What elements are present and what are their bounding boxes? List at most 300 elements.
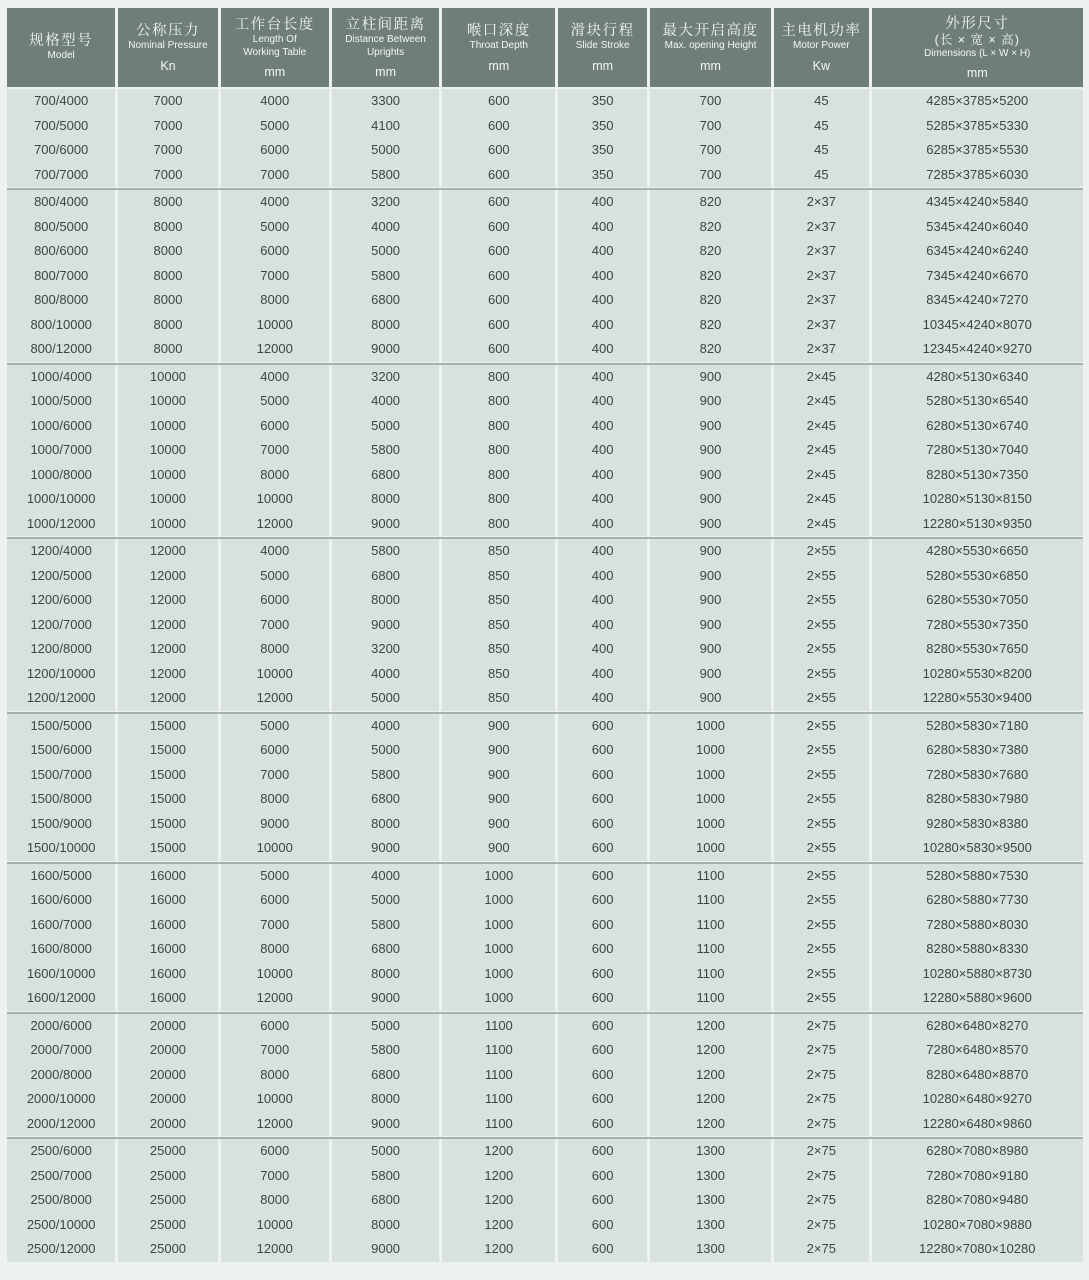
max-opening-height-cell: 820 [650, 215, 774, 240]
nominal-pressure-cell: 16000 [118, 913, 220, 938]
nominal-pressure-cell: 7000 [118, 114, 220, 139]
slide-stroke-cell: 600 [558, 1188, 649, 1213]
working-table-length-cell: 7000 [221, 1164, 332, 1189]
distance-between-uprights-cell: 6800 [332, 937, 442, 962]
nominal-pressure-cell: 10000 [118, 487, 220, 512]
header-english-label: Max. opening Height [664, 40, 757, 52]
working-table-length-cell: 8000 [221, 1188, 332, 1213]
dimensions-cell: 6280×7080×8980 [872, 1139, 1083, 1164]
max-opening-height-cell: 1100 [650, 913, 774, 938]
nominal-pressure-cell: 16000 [118, 962, 220, 987]
table-row [7, 288, 1083, 313]
table-row [7, 986, 1083, 1011]
throat-depth-cell: 850 [442, 564, 558, 589]
motor-power-cell: 2×75 [774, 1164, 871, 1189]
distance-between-uprights-cell: 4000 [332, 714, 442, 739]
table-row [7, 812, 1083, 837]
slide-stroke-cell: 400 [558, 190, 649, 215]
motor-power-cell: 2×75 [774, 1112, 871, 1137]
table-row [7, 313, 1083, 338]
dimensions-cell: 6280×5880×7730 [872, 888, 1083, 913]
dimensions-cell: 8280×7080×9480 [872, 1188, 1083, 1213]
throat-depth-cell: 1000 [442, 937, 558, 962]
throat-depth-cell: 1100 [442, 1112, 558, 1137]
nominal-pressure-cell: 20000 [118, 1014, 220, 1039]
slide-stroke-cell: 400 [558, 539, 649, 564]
distance-between-uprights-cell: 5000 [332, 138, 442, 163]
model-cell: 2000/7000 [7, 1038, 118, 1063]
header-unit-label: mm [700, 58, 721, 73]
nominal-pressure-cell: 12000 [118, 613, 220, 638]
working-table-length-cell: 12000 [221, 337, 332, 362]
table-row [7, 264, 1083, 289]
distance-between-uprights-cell: 4100 [332, 114, 442, 139]
model-cell: 1000/4000 [7, 365, 118, 390]
model-cell: 2000/12000 [7, 1112, 118, 1137]
slide-stroke-cell: 400 [558, 313, 649, 338]
motor-power-cell: 45 [774, 114, 871, 139]
table-row [7, 913, 1083, 938]
max-opening-height-cell: 700 [650, 89, 774, 114]
model-cell: 800/4000 [7, 190, 118, 215]
working-table-length-cell: 6000 [221, 239, 332, 264]
max-opening-height-cell: 820 [650, 313, 774, 338]
working-table-length-cell: 6000 [221, 1014, 332, 1039]
model-cell: 1200/7000 [7, 613, 118, 638]
dimensions-cell: 10280×7080×9880 [872, 1213, 1083, 1238]
max-opening-height-cell: 900 [650, 389, 774, 414]
throat-depth-cell: 900 [442, 787, 558, 812]
distance-between-uprights-cell: 5000 [332, 1014, 442, 1039]
model-cell: 2500/6000 [7, 1139, 118, 1164]
model-cell: 800/7000 [7, 264, 118, 289]
dimensions-cell: 12280×5130×9350 [872, 512, 1083, 537]
max-opening-height-cell: 900 [650, 414, 774, 439]
throat-depth-cell: 850 [442, 662, 558, 687]
table-row [7, 215, 1083, 240]
model-cell: 700/6000 [7, 138, 118, 163]
model-cell: 800/12000 [7, 337, 118, 362]
distance-between-uprights-cell: 6800 [332, 463, 442, 488]
model-group-4 [7, 712, 1083, 861]
header-english-label: Dimensions (L × W × H) [924, 47, 1031, 59]
header-english-label: Slide Stroke [575, 40, 630, 52]
model-cell: 2500/10000 [7, 1213, 118, 1238]
column-header-dimensions [872, 8, 1083, 87]
distance-between-uprights-cell: 9000 [332, 986, 442, 1011]
dimensions-cell: 8280×5830×7980 [872, 787, 1083, 812]
model-group-6 [7, 1012, 1083, 1137]
header-unit-label: mm [264, 65, 286, 79]
working-table-length-cell: 5000 [221, 114, 332, 139]
header-unit-label: mm [488, 58, 510, 73]
slide-stroke-cell: 600 [558, 714, 649, 739]
header-english-label: Throat Depth [469, 40, 528, 52]
table-row [7, 163, 1083, 188]
distance-between-uprights-cell: 9000 [332, 1237, 442, 1262]
motor-power-cell: 2×45 [774, 487, 871, 512]
motor-power-cell: 2×37 [774, 337, 871, 362]
dimensions-cell: 10280×5530×8200 [872, 662, 1083, 687]
model-cell: 1000/7000 [7, 438, 118, 463]
model-cell: 1200/10000 [7, 662, 118, 687]
header-english-label: Model [47, 50, 75, 62]
nominal-pressure-cell: 8000 [118, 190, 220, 215]
slide-stroke-cell: 600 [558, 1063, 649, 1088]
throat-depth-cell: 800 [442, 414, 558, 439]
slide-stroke-cell: 400 [558, 264, 649, 289]
motor-power-cell: 2×45 [774, 365, 871, 390]
working-table-length-cell: 4000 [221, 539, 332, 564]
motor-power-cell: 2×55 [774, 864, 871, 889]
distance-between-uprights-cell: 6800 [332, 564, 442, 589]
nominal-pressure-cell: 10000 [118, 438, 220, 463]
dimensions-cell: 7280×7080×9180 [872, 1164, 1083, 1189]
table-row [7, 1087, 1083, 1112]
slide-stroke-cell: 350 [558, 163, 649, 188]
header-english-label: Distance Between [345, 34, 426, 45]
motor-power-cell: 2×55 [774, 812, 871, 837]
slide-stroke-cell: 600 [558, 1213, 649, 1238]
dimensions-cell: 8280×5880×8330 [872, 937, 1083, 962]
column-header-throat-depth [442, 8, 558, 87]
max-opening-height-cell: 1000 [650, 836, 774, 861]
max-opening-height-cell: 1100 [650, 986, 774, 1011]
table-row [7, 1188, 1083, 1213]
header-chinese-label: 喉口深度 [466, 23, 531, 40]
model-cell: 1600/12000 [7, 986, 118, 1011]
dimensions-cell: 6280×5530×7050 [872, 588, 1083, 613]
dimensions-cell: 4280×5130×6340 [872, 365, 1083, 390]
slide-stroke-cell: 600 [558, 986, 649, 1011]
working-table-length-cell: 8000 [221, 288, 332, 313]
working-table-length-cell: 10000 [221, 487, 332, 512]
model-cell: 1600/7000 [7, 913, 118, 938]
model-cell: 800/5000 [7, 215, 118, 240]
motor-power-cell: 2×55 [774, 613, 871, 638]
working-table-length-cell: 12000 [221, 986, 332, 1011]
model-cell: 1600/10000 [7, 962, 118, 987]
distance-between-uprights-cell: 8000 [332, 812, 442, 837]
header-english-label: Length Of [252, 34, 297, 45]
model-group-5 [7, 862, 1083, 1011]
model-cell: 700/5000 [7, 114, 118, 139]
table-row [7, 1237, 1083, 1262]
throat-depth-cell: 1100 [442, 1063, 558, 1088]
model-cell: 800/10000 [7, 313, 118, 338]
nominal-pressure-cell: 25000 [118, 1188, 220, 1213]
table-row [7, 463, 1083, 488]
distance-between-uprights-cell: 8000 [332, 1213, 442, 1238]
dimensions-cell: 5280×5530×6850 [872, 564, 1083, 589]
max-opening-height-cell: 900 [650, 588, 774, 613]
dimensions-cell: 7280×5130×7040 [872, 438, 1083, 463]
table-row [7, 138, 1083, 163]
distance-between-uprights-cell: 5000 [332, 888, 442, 913]
dimensions-cell: 5345×4240×6040 [872, 215, 1083, 240]
slide-stroke-cell: 400 [558, 487, 649, 512]
nominal-pressure-cell: 15000 [118, 812, 220, 837]
dimensions-cell: 7285×3785×6030 [872, 163, 1083, 188]
slide-stroke-cell: 400 [558, 414, 649, 439]
motor-power-cell: 2×37 [774, 288, 871, 313]
motor-power-cell: 2×55 [774, 962, 871, 987]
motor-power-cell: 2×75 [774, 1213, 871, 1238]
motor-power-cell: 2×55 [774, 937, 871, 962]
throat-depth-cell: 1100 [442, 1014, 558, 1039]
table-row [7, 89, 1083, 114]
model-cell: 2000/6000 [7, 1014, 118, 1039]
max-opening-height-cell: 900 [650, 539, 774, 564]
header-chinese-label: 主电机功率 [781, 23, 862, 40]
table-row [7, 714, 1083, 739]
nominal-pressure-cell: 16000 [118, 888, 220, 913]
distance-between-uprights-cell: 5800 [332, 913, 442, 938]
column-header-max-opening-height [650, 8, 774, 87]
dimensions-cell: 5280×5130×6540 [872, 389, 1083, 414]
distance-between-uprights-cell: 5800 [332, 763, 442, 788]
max-opening-height-cell: 1200 [650, 1063, 774, 1088]
working-table-length-cell: 10000 [221, 662, 332, 687]
working-table-length-cell: 10000 [221, 836, 332, 861]
slide-stroke-cell: 600 [558, 1014, 649, 1039]
motor-power-cell: 2×55 [774, 564, 871, 589]
working-table-length-cell: 8000 [221, 463, 332, 488]
throat-depth-cell: 800 [442, 487, 558, 512]
table-row [7, 512, 1083, 537]
column-header-model [7, 8, 118, 87]
working-table-length-cell: 7000 [221, 1038, 332, 1063]
header-unit-label: mm [375, 65, 396, 79]
header-english-label: Motor Power [792, 40, 850, 52]
nominal-pressure-cell: 8000 [118, 288, 220, 313]
motor-power-cell: 2×55 [774, 738, 871, 763]
slide-stroke-cell: 400 [558, 365, 649, 390]
max-opening-height-cell: 900 [650, 487, 774, 512]
working-table-length-cell: 10000 [221, 1213, 332, 1238]
slide-stroke-cell: 600 [558, 864, 649, 889]
table-row [7, 1063, 1083, 1088]
header-chinese-label: 公称压力 [135, 23, 200, 40]
dimensions-cell: 6285×3785×5530 [872, 138, 1083, 163]
nominal-pressure-cell: 8000 [118, 215, 220, 240]
dimensions-cell: 12280×5530×9400 [872, 686, 1083, 711]
max-opening-height-cell: 700 [650, 163, 774, 188]
motor-power-cell: 45 [774, 138, 871, 163]
table-row [7, 487, 1083, 512]
table-row [7, 1014, 1083, 1039]
working-table-length-cell: 9000 [221, 812, 332, 837]
motor-power-cell: 2×75 [774, 1014, 871, 1039]
working-table-length-cell: 10000 [221, 313, 332, 338]
dimensions-cell: 5280×5830×7180 [872, 714, 1083, 739]
dimensions-cell: 7280×5830×7680 [872, 763, 1083, 788]
table-row [7, 337, 1083, 362]
nominal-pressure-cell: 7000 [118, 89, 220, 114]
distance-between-uprights-cell: 4000 [332, 389, 442, 414]
working-table-length-cell: 7000 [221, 438, 332, 463]
slide-stroke-cell: 350 [558, 89, 649, 114]
throat-depth-cell: 800 [442, 512, 558, 537]
distance-between-uprights-cell: 5000 [332, 738, 442, 763]
distance-between-uprights-cell: 3300 [332, 89, 442, 114]
distance-between-uprights-cell: 5800 [332, 264, 442, 289]
dimensions-cell: 10280×5830×9500 [872, 836, 1083, 861]
motor-power-cell: 2×55 [774, 686, 871, 711]
nominal-pressure-cell: 10000 [118, 463, 220, 488]
max-opening-height-cell: 700 [650, 138, 774, 163]
distance-between-uprights-cell: 4000 [332, 662, 442, 687]
motor-power-cell: 2×75 [774, 1237, 871, 1262]
nominal-pressure-cell: 25000 [118, 1237, 220, 1262]
slide-stroke-cell: 600 [558, 812, 649, 837]
column-header-motor-power [774, 8, 871, 87]
motor-power-cell: 2×45 [774, 414, 871, 439]
working-table-length-cell: 8000 [221, 637, 332, 662]
distance-between-uprights-cell: 3200 [332, 637, 442, 662]
column-header-distance-between-uprights [332, 8, 442, 87]
model-cell: 1500/5000 [7, 714, 118, 739]
max-opening-height-cell: 1200 [650, 1087, 774, 1112]
working-table-length-cell: 5000 [221, 389, 332, 414]
table-row [7, 787, 1083, 812]
motor-power-cell: 2×55 [774, 662, 871, 687]
model-cell: 1200/5000 [7, 564, 118, 589]
motor-power-cell: 2×37 [774, 313, 871, 338]
throat-depth-cell: 900 [442, 714, 558, 739]
working-table-length-cell: 5000 [221, 215, 332, 240]
table-row [7, 937, 1083, 962]
distance-between-uprights-cell: 8000 [332, 313, 442, 338]
nominal-pressure-cell: 20000 [118, 1038, 220, 1063]
motor-power-cell: 2×55 [774, 888, 871, 913]
working-table-length-cell: 7000 [221, 264, 332, 289]
slide-stroke-cell: 400 [558, 215, 649, 240]
working-table-length-cell: 5000 [221, 564, 332, 589]
throat-depth-cell: 1000 [442, 888, 558, 913]
working-table-length-cell: 7000 [221, 763, 332, 788]
working-table-length-cell: 7000 [221, 913, 332, 938]
slide-stroke-cell: 400 [558, 637, 649, 662]
dimensions-cell: 12345×4240×9270 [872, 337, 1083, 362]
max-opening-height-cell: 900 [650, 613, 774, 638]
header-english-label: Working Table [243, 46, 307, 58]
max-opening-height-cell: 820 [650, 239, 774, 264]
slide-stroke-cell: 600 [558, 1139, 649, 1164]
model-cell: 1000/6000 [7, 414, 118, 439]
table-row [7, 539, 1083, 564]
nominal-pressure-cell: 7000 [118, 138, 220, 163]
table-row [7, 836, 1083, 861]
max-opening-height-cell: 1000 [650, 787, 774, 812]
slide-stroke-cell: 600 [558, 738, 649, 763]
slide-stroke-cell: 600 [558, 1087, 649, 1112]
dimensions-cell: 12280×6480×9860 [872, 1112, 1083, 1137]
table-row [7, 962, 1083, 987]
throat-depth-cell: 600 [442, 163, 558, 188]
nominal-pressure-cell: 25000 [118, 1139, 220, 1164]
slide-stroke-cell: 400 [558, 438, 649, 463]
model-cell: 700/4000 [7, 89, 118, 114]
throat-depth-cell: 1200 [442, 1188, 558, 1213]
model-cell: 800/6000 [7, 239, 118, 264]
table-row [7, 888, 1083, 913]
nominal-pressure-cell: 10000 [118, 512, 220, 537]
motor-power-cell: 2×55 [774, 763, 871, 788]
spec-table [7, 8, 1083, 1262]
throat-depth-cell: 1000 [442, 864, 558, 889]
nominal-pressure-cell: 15000 [118, 763, 220, 788]
distance-between-uprights-cell: 5800 [332, 438, 442, 463]
throat-depth-cell: 850 [442, 539, 558, 564]
model-cell: 1200/12000 [7, 686, 118, 711]
max-opening-height-cell: 900 [650, 463, 774, 488]
slide-stroke-cell: 600 [558, 1237, 649, 1262]
model-cell: 700/7000 [7, 163, 118, 188]
nominal-pressure-cell: 8000 [118, 313, 220, 338]
working-table-length-cell: 12000 [221, 1237, 332, 1262]
max-opening-height-cell: 1300 [650, 1237, 774, 1262]
motor-power-cell: 2×75 [774, 1087, 871, 1112]
motor-power-cell: 2×75 [774, 1139, 871, 1164]
dimensions-cell: 4280×5530×6650 [872, 539, 1083, 564]
slide-stroke-cell: 350 [558, 138, 649, 163]
slide-stroke-cell: 600 [558, 763, 649, 788]
dimensions-cell: 12280×5880×9600 [872, 986, 1083, 1011]
throat-depth-cell: 1200 [442, 1213, 558, 1238]
working-table-length-cell: 6000 [221, 138, 332, 163]
slide-stroke-cell: 600 [558, 1164, 649, 1189]
distance-between-uprights-cell: 6800 [332, 1188, 442, 1213]
nominal-pressure-cell: 10000 [118, 365, 220, 390]
throat-depth-cell: 1000 [442, 913, 558, 938]
table-row [7, 738, 1083, 763]
dimensions-cell: 5280×5880×7530 [872, 864, 1083, 889]
distance-between-uprights-cell: 3200 [332, 190, 442, 215]
nominal-pressure-cell: 16000 [118, 937, 220, 962]
nominal-pressure-cell: 15000 [118, 714, 220, 739]
slide-stroke-cell: 600 [558, 1112, 649, 1137]
max-opening-height-cell: 900 [650, 686, 774, 711]
throat-depth-cell: 850 [442, 637, 558, 662]
nominal-pressure-cell: 12000 [118, 539, 220, 564]
header-chinese-label: 滑块行程 [570, 23, 635, 40]
max-opening-height-cell: 900 [650, 564, 774, 589]
dimensions-cell: 10345×4240×8070 [872, 313, 1083, 338]
slide-stroke-cell: 400 [558, 564, 649, 589]
nominal-pressure-cell: 12000 [118, 564, 220, 589]
throat-depth-cell: 600 [442, 138, 558, 163]
model-cell: 1600/8000 [7, 937, 118, 962]
distance-between-uprights-cell: 8000 [332, 588, 442, 613]
throat-depth-cell: 600 [442, 337, 558, 362]
slide-stroke-cell: 600 [558, 937, 649, 962]
working-table-length-cell: 7000 [221, 163, 332, 188]
table-header-row [7, 8, 1083, 87]
max-opening-height-cell: 1100 [650, 962, 774, 987]
slide-stroke-cell: 600 [558, 962, 649, 987]
model-group-2 [7, 363, 1083, 537]
table-row [7, 588, 1083, 613]
throat-depth-cell: 600 [442, 215, 558, 240]
nominal-pressure-cell: 20000 [118, 1112, 220, 1137]
slide-stroke-cell: 400 [558, 662, 649, 687]
max-opening-height-cell: 820 [650, 288, 774, 313]
max-opening-height-cell: 900 [650, 662, 774, 687]
model-cell: 1000/10000 [7, 487, 118, 512]
throat-depth-cell: 800 [442, 463, 558, 488]
motor-power-cell: 2×37 [774, 239, 871, 264]
